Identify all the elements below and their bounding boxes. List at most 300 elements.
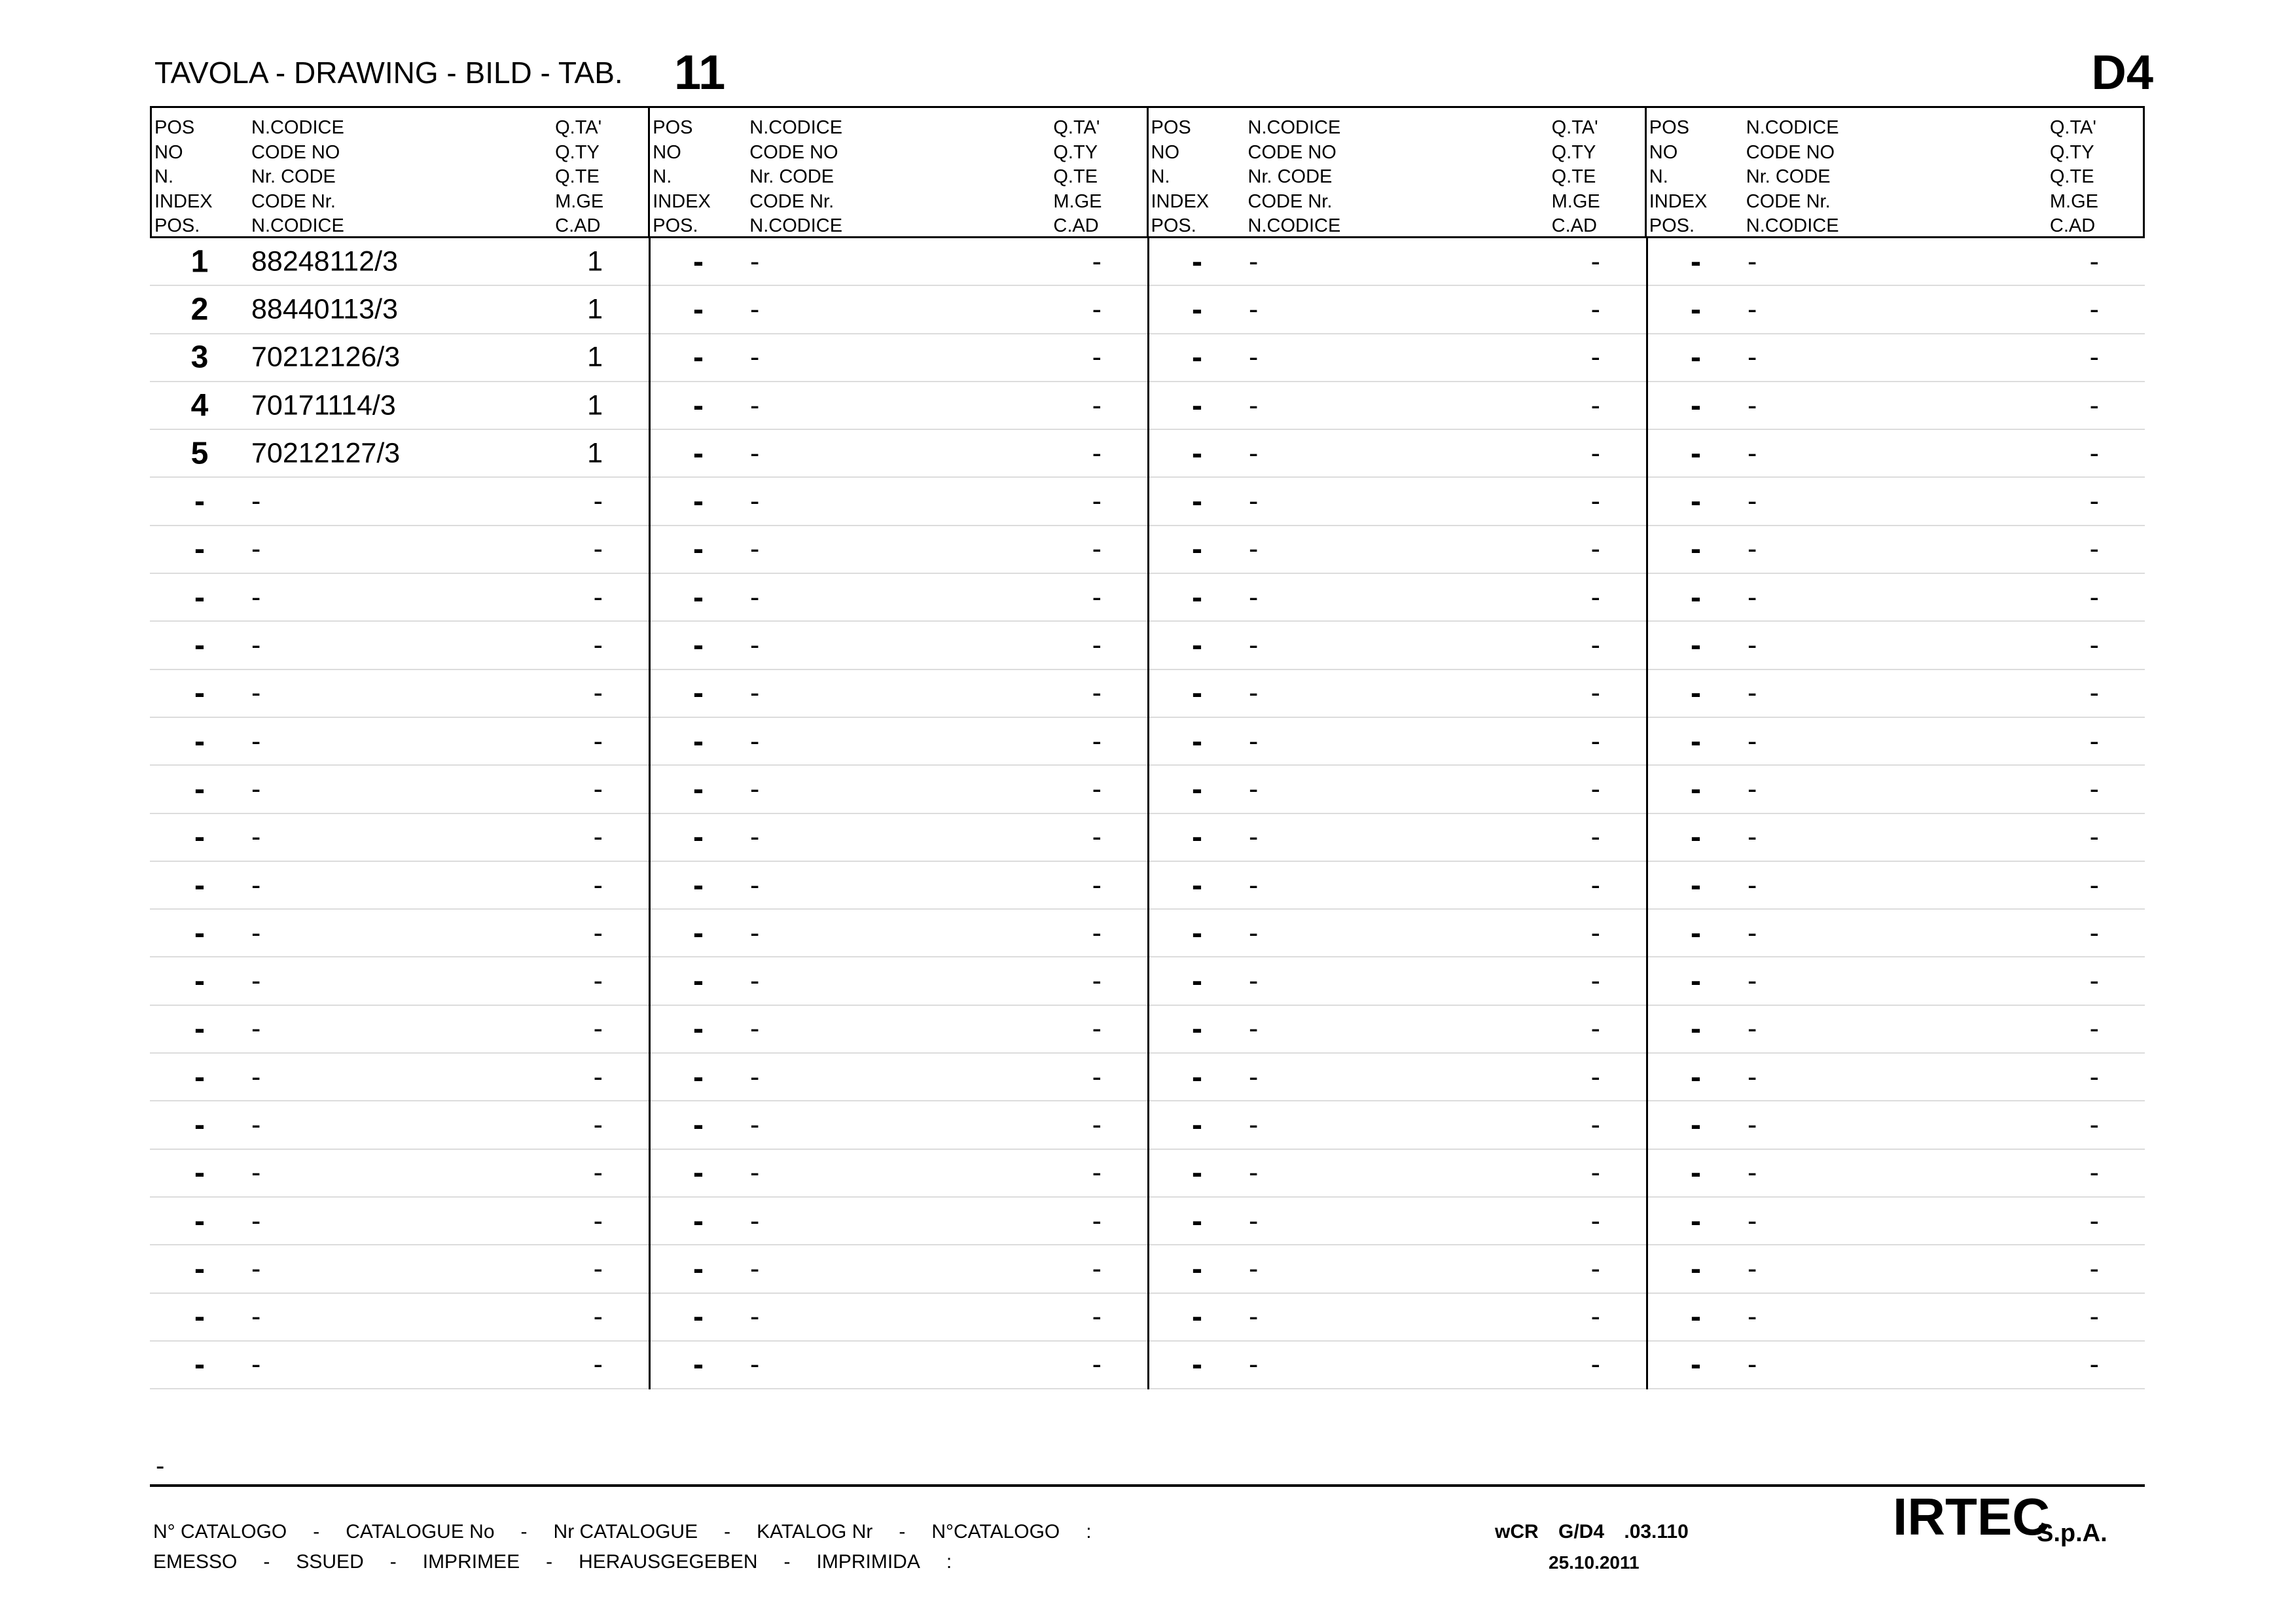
part-code: - (251, 773, 261, 805)
row-cell-group (1646, 1006, 2145, 1052)
part-code: - (251, 1109, 261, 1141)
position-number: - (1192, 1347, 1202, 1382)
header-label: Nr. CODE (1247, 166, 1333, 187)
header-label: CODE NO (1746, 141, 1835, 163)
issue-date: 25.10.2011 (1549, 1552, 1640, 1573)
position-number: - (1691, 916, 1701, 951)
part-code: - (750, 869, 760, 901)
part-code: - (1748, 1253, 1757, 1285)
row-cell-group (1646, 1198, 2145, 1244)
part-code: - (1249, 821, 1259, 853)
part-code: - (750, 773, 760, 805)
catalog-labels-row (153, 1521, 1092, 1543)
header-label: N. (653, 166, 672, 187)
quantity: - (1092, 1012, 1102, 1044)
header-label: Nr. CODE (1746, 166, 1831, 187)
position-number: - (194, 916, 205, 951)
header-label: POS. (653, 215, 698, 236)
part-code: - (1249, 1300, 1259, 1332)
row-cell-group (1646, 766, 2145, 812)
position-number: - (693, 292, 704, 327)
header-label: Q.TA' (1551, 117, 1598, 138)
company-suffix: S.p.A. (2037, 1520, 2108, 1547)
part-code: - (1748, 293, 1757, 325)
row-cell-group (150, 862, 649, 908)
row-cell-group (1646, 574, 2145, 620)
row-cell-group (1147, 862, 1646, 908)
column-separator (1646, 238, 1648, 1389)
part-code: - (251, 1156, 261, 1188)
position-number: - (693, 1204, 704, 1239)
row-cell-group (150, 670, 649, 717)
position-number: - (194, 724, 205, 759)
position-number: - (1192, 1011, 1202, 1046)
position-number: - (1691, 819, 1701, 855)
quantity: - (1590, 1012, 1600, 1044)
position-number: - (1691, 628, 1701, 663)
position-number: - (693, 1251, 704, 1287)
part-code: - (1249, 1156, 1259, 1188)
part-code: - (251, 1253, 261, 1285)
quantity: - (1092, 869, 1102, 901)
footer-label: - (724, 1521, 731, 1543)
part-code: - (1249, 1109, 1259, 1141)
position-number: - (693, 388, 704, 423)
row-cell-group (150, 1150, 649, 1196)
quantity: - (1590, 677, 1600, 709)
part-code: - (1249, 1061, 1259, 1093)
row-cell-group (649, 238, 1147, 285)
part-code: - (1249, 245, 1259, 277)
header-label: INDEX (653, 190, 711, 212)
position-number: - (1192, 340, 1202, 375)
column-separator (649, 238, 651, 1389)
position-number: - (1691, 868, 1701, 902)
quantity: - (1590, 1253, 1600, 1285)
position-number: - (194, 1107, 205, 1143)
part-code: - (1249, 437, 1259, 469)
pos-header (154, 116, 213, 239)
position-number: - (194, 1060, 205, 1095)
position-number: - (693, 436, 704, 471)
header-label: N.CODICE (251, 215, 344, 236)
part-code: - (251, 917, 261, 949)
issued-labels-row (153, 1551, 952, 1573)
quantity: - (2089, 1109, 2099, 1141)
quantity: - (593, 1156, 603, 1188)
quantity: - (1590, 1205, 1600, 1237)
quantity: - (1590, 821, 1600, 853)
part-code: - (251, 965, 261, 997)
header-label: Nr. CODE (251, 166, 336, 187)
part-code: - (251, 1061, 261, 1093)
quantity: - (1590, 869, 1600, 901)
quantity: - (1590, 1156, 1600, 1188)
row-cell-group (1147, 574, 1646, 620)
header-label: N.CODICE (251, 117, 344, 138)
position-number: - (194, 484, 205, 519)
row-cell-group (649, 334, 1147, 381)
header-label: NO (1649, 141, 1678, 163)
part-code: - (251, 821, 261, 853)
row-cell-group (649, 1294, 1147, 1340)
row-cell-group (649, 1101, 1147, 1148)
position-number: - (1691, 772, 1701, 807)
header-label: CODE NO (749, 141, 838, 163)
row-cell-group (150, 718, 649, 764)
position-number: - (693, 628, 704, 663)
position-number: - (693, 772, 704, 807)
quantity: - (1092, 1300, 1102, 1332)
part-code: - (750, 389, 760, 421)
position-number: - (693, 244, 704, 279)
part-code: - (750, 629, 760, 661)
position-number: - (1192, 388, 1202, 423)
position-number: - (693, 675, 704, 711)
quantity: - (1590, 293, 1600, 325)
row-cell-group (1646, 286, 2145, 332)
position-number: - (1192, 819, 1202, 855)
footer-label: - (546, 1551, 553, 1573)
part-code: - (750, 293, 760, 325)
position-number: - (194, 1011, 205, 1046)
quantity: - (1092, 965, 1102, 997)
quantity: - (593, 629, 603, 661)
part-code: - (1249, 341, 1259, 373)
part-code: - (750, 1156, 760, 1188)
position-number: - (1691, 244, 1701, 279)
position-number: - (1691, 531, 1701, 567)
position-number: - (1192, 436, 1202, 471)
position-number: - (693, 580, 704, 615)
part-code: - (1249, 533, 1259, 565)
code-header (1746, 116, 1839, 239)
header-label: Q.TA' (1053, 117, 1100, 138)
part-code: - (1748, 1156, 1757, 1188)
quantity: - (2089, 1012, 2099, 1044)
row-cell-group (1147, 382, 1646, 429)
row-cell-group (150, 622, 649, 668)
row-cell-group (1147, 1054, 1646, 1100)
header-label: Q.TE (555, 166, 600, 187)
header-label: POS. (1649, 215, 1695, 236)
code-header (749, 116, 842, 239)
header-label: Q.TY (555, 141, 600, 163)
part-code: 70212127/3 (251, 437, 401, 469)
footer-label: IMPRIMEE (422, 1551, 520, 1573)
quantity: - (1092, 245, 1102, 277)
row-cell-group (1646, 526, 2145, 573)
row-cell-group (1646, 862, 2145, 908)
header-label: N.CODICE (749, 215, 843, 236)
row-cell-group (1646, 478, 2145, 524)
position-number: - (1192, 963, 1202, 999)
position-number: - (1691, 292, 1701, 327)
quantity: - (1590, 437, 1600, 469)
part-code: - (251, 725, 261, 757)
position-number: - (693, 819, 704, 855)
part-code: - (750, 1205, 760, 1237)
footer-label: N° CATALOGO (153, 1521, 287, 1543)
part-code: 88440113/3 (251, 293, 398, 325)
part-code: - (1249, 581, 1259, 613)
position-number: - (693, 724, 704, 759)
quantity: - (593, 1061, 603, 1093)
position-number: - (1691, 1204, 1701, 1239)
part-code: - (750, 1109, 760, 1141)
position-number: - (693, 916, 704, 951)
part-code: - (251, 677, 261, 709)
part-code: - (1249, 869, 1259, 901)
quantity: - (593, 869, 603, 901)
position-number: - (1691, 484, 1701, 519)
qty-header (1552, 116, 1600, 239)
pos-header (1649, 116, 1708, 239)
row-cell-group (150, 957, 649, 1004)
part-code: - (1748, 437, 1757, 469)
part-code: - (1748, 581, 1757, 613)
part-code: - (750, 581, 760, 613)
quantity: - (2089, 293, 2099, 325)
part-code: - (1249, 1348, 1259, 1380)
part-code: - (251, 629, 261, 661)
part-code: - (1249, 965, 1259, 997)
position-number: - (1192, 1107, 1202, 1143)
part-code: - (750, 485, 760, 517)
position-number: - (1192, 628, 1202, 663)
header-label: POS. (1151, 215, 1196, 236)
header-label: POS (154, 117, 195, 138)
position-number: - (1192, 484, 1202, 519)
position-number: - (1691, 580, 1701, 615)
row-cell-group (1147, 670, 1646, 717)
quantity: - (2089, 1253, 2099, 1285)
row-cell-group (649, 1198, 1147, 1244)
quantity: - (2089, 965, 2099, 997)
quantity: - (593, 677, 603, 709)
position-number: - (1192, 675, 1202, 711)
part-code: - (1748, 821, 1757, 853)
part-code: - (1249, 485, 1259, 517)
position-number: 1 (190, 244, 209, 279)
part-code: - (1249, 389, 1259, 421)
table-header (150, 106, 2145, 238)
footer-label: : (1086, 1521, 1092, 1543)
quantity: - (593, 965, 603, 997)
row-cell-group (150, 430, 649, 476)
position-number: 4 (190, 388, 209, 423)
row-cell-group (649, 1006, 1147, 1052)
page-code: D4 (2091, 45, 2153, 99)
row-cell-group (649, 1245, 1147, 1292)
note-text: - (156, 1452, 165, 1480)
part-code: - (1748, 917, 1757, 949)
row-cell-group (649, 286, 1147, 332)
position-number: 5 (190, 436, 209, 471)
quantity: - (1092, 917, 1102, 949)
header-label: N. (1649, 166, 1668, 187)
position-number: - (194, 628, 205, 663)
position-number: - (1691, 1107, 1701, 1143)
part-code: - (1249, 725, 1259, 757)
row-cell-group (1646, 718, 2145, 764)
quantity: - (1092, 437, 1102, 469)
header-label: CODE Nr. (251, 190, 336, 212)
quantity: - (1590, 1348, 1600, 1380)
position-number: - (1192, 1299, 1202, 1334)
parts-table (150, 106, 2145, 1389)
quantity: - (1092, 1109, 1102, 1141)
quantity: - (1092, 1061, 1102, 1093)
footer-label: - (263, 1551, 270, 1573)
row-cell-group (150, 910, 649, 956)
quantity: - (2089, 245, 2099, 277)
header-label: N.CODICE (1247, 215, 1341, 236)
quantity: - (2089, 1300, 2099, 1332)
position-number: - (1691, 1011, 1701, 1046)
part-code: - (750, 725, 760, 757)
position-number: - (194, 1251, 205, 1287)
row-cell-group (1147, 1101, 1646, 1148)
part-code: - (1748, 1061, 1757, 1093)
position-number: - (194, 963, 205, 999)
company-logo-text: IRTEC (1893, 1488, 2050, 1546)
row-cell-group (150, 766, 649, 812)
header-group (1645, 108, 2143, 236)
part-code: - (251, 581, 261, 613)
part-code: - (1249, 1253, 1259, 1285)
header-label: INDEX (154, 190, 213, 212)
part-code: - (750, 1253, 760, 1285)
position-number: - (1691, 963, 1701, 999)
header-label: Q.TA' (555, 117, 602, 138)
row-cell-group (1147, 478, 1646, 524)
header-label: POS (653, 117, 693, 138)
position-number: - (1192, 772, 1202, 807)
row-cell-group (1646, 430, 2145, 476)
quantity: - (1590, 341, 1600, 373)
row-cell-group (1147, 718, 1646, 764)
pos-header (653, 116, 711, 239)
quantity: - (2089, 341, 2099, 373)
position-number: 3 (190, 340, 209, 375)
part-code: - (1748, 1012, 1757, 1044)
quantity: - (2089, 437, 2099, 469)
row-cell-group (1147, 526, 1646, 573)
header-group (152, 108, 648, 236)
footer-label: - (783, 1551, 791, 1573)
header-label: POS. (154, 215, 200, 236)
quantity: - (1092, 389, 1102, 421)
header-label: Q.TE (2049, 166, 2094, 187)
position-number: - (194, 580, 205, 615)
header-label: Q.TE (1551, 166, 1596, 187)
header-label: N.CODICE (1746, 215, 1839, 236)
quantity: - (2089, 869, 2099, 901)
quantity: - (1590, 773, 1600, 805)
row-cell-group (150, 1245, 649, 1292)
position-number: - (693, 531, 704, 567)
position-number: - (1691, 340, 1701, 375)
row-cell-group (150, 574, 649, 620)
row-cell-group (1147, 286, 1646, 332)
position-number: - (693, 963, 704, 999)
row-cell-group (649, 574, 1147, 620)
row-cell-group (150, 1006, 649, 1052)
quantity: - (2089, 725, 2099, 757)
position-number: - (1192, 1155, 1202, 1190)
row-cell-group (649, 1054, 1147, 1100)
header-label: NO (653, 141, 681, 163)
row-cell-group (1646, 814, 2145, 861)
part-code: - (1249, 293, 1259, 325)
code-header (251, 116, 344, 239)
quantity: - (593, 725, 603, 757)
row-cell-group (649, 478, 1147, 524)
part-code: - (1748, 965, 1757, 997)
footer-divider (150, 1484, 2145, 1487)
part-code: - (251, 1348, 261, 1380)
header-label: NO (154, 141, 183, 163)
footer-label: - (520, 1521, 528, 1543)
row-cell-group (150, 286, 649, 332)
part-code: 88248112/3 (251, 245, 398, 277)
footer-label: SSUED (296, 1551, 364, 1573)
row-cell-group (649, 1342, 1147, 1388)
row-cell-group (1147, 430, 1646, 476)
part-code: - (750, 677, 760, 709)
header-label: Nr. CODE (749, 166, 834, 187)
row-cell-group (1147, 814, 1646, 861)
part-code: - (251, 1300, 261, 1332)
header-label: Q.TA' (2049, 117, 2096, 138)
header-label: M.GE (1551, 190, 1600, 212)
row-cell-group (150, 1054, 649, 1100)
row-cell-group (1147, 1150, 1646, 1196)
row-cell-group (649, 526, 1147, 573)
header-label: M.GE (1053, 190, 1102, 212)
position-number: - (1691, 1251, 1701, 1287)
position-number: - (693, 1107, 704, 1143)
quantity: - (2089, 1205, 2099, 1237)
part-code: - (1748, 1348, 1757, 1380)
position-number: - (1192, 724, 1202, 759)
part-code: - (750, 245, 760, 277)
footer-label: - (899, 1521, 906, 1543)
header-label: M.GE (2049, 190, 2098, 212)
header-label: POS (1649, 117, 1689, 138)
part-code: - (1748, 341, 1757, 373)
quantity: - (1590, 965, 1600, 997)
row-cell-group (150, 526, 649, 573)
position-number: - (1691, 1155, 1701, 1190)
row-cell-group (1147, 1198, 1646, 1244)
row-cell-group (649, 766, 1147, 812)
row-cell-group (1646, 1101, 2145, 1148)
quantity: - (1092, 485, 1102, 517)
quantity: - (2089, 821, 2099, 853)
header-label: N. (154, 166, 173, 187)
position-number: - (1192, 244, 1202, 279)
quantity: - (2089, 389, 2099, 421)
position-number: - (1691, 724, 1701, 759)
position-number: - (1691, 1347, 1701, 1382)
quantity: - (1092, 533, 1102, 565)
position-number: 2 (190, 292, 209, 327)
footer-label: - (313, 1521, 320, 1543)
quantity: 1 (587, 245, 603, 277)
table-body (150, 238, 2145, 1389)
